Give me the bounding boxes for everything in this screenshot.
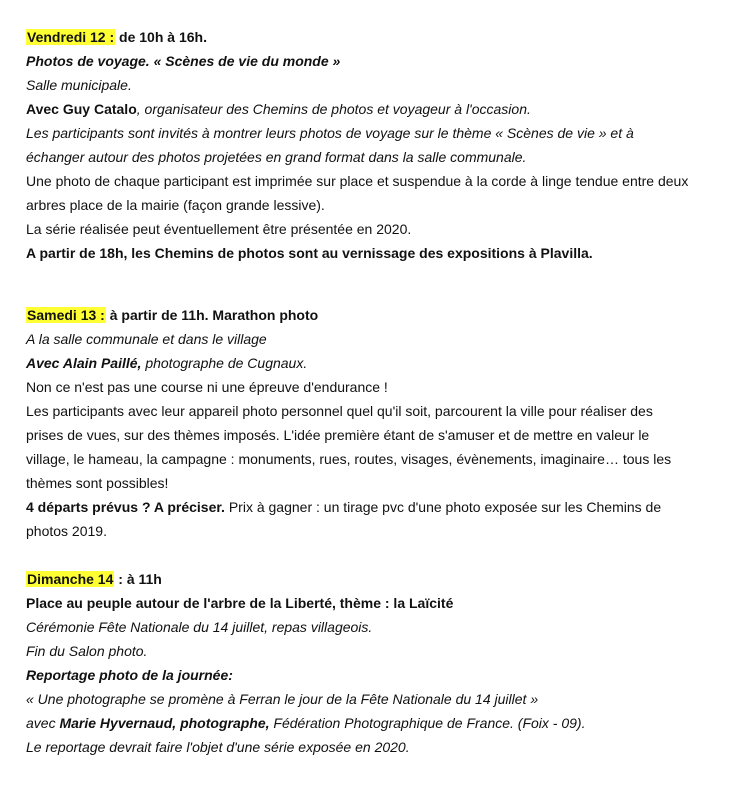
- sunday-day-label: Dimanche 14: [27, 571, 114, 587]
- friday-desc-line-2: échanger autour des photos projetées en grand format dans la salle communale.: [26, 149, 527, 165]
- friday-venue: Salle municipale.: [26, 77, 132, 93]
- sunday-with: [26, 711, 716, 735]
- saturday-desc-line-3: village, le hameau, la campagne : monuments, rues, routes, visages, évènements, imaginaire… tous les: [26, 451, 672, 467]
- document-body: [26, 25, 716, 759]
- sunday-report-title: Reportage photo de la journée:: [26, 667, 233, 683]
- saturday-desc-line-4: thèmes sont possibles!: [26, 475, 169, 491]
- friday-desc-line-3: Une photo de chaque participant est imprimée sur place et suspendue à la corde à linge tendue entre deux: [26, 173, 689, 189]
- sunday-salon-end: Fin du Salon photo.: [26, 643, 148, 659]
- friday-heading: [26, 25, 716, 49]
- friday-host: [26, 97, 716, 121]
- saturday-host-desc: photographe de Cugnaux.: [141, 355, 308, 371]
- saturday-desc-line-2: prises de vues, sur des thèmes imposés. L'idée première étant de s'amuser et de mettre en valeur le: [26, 427, 650, 443]
- sunday-heading: [26, 567, 716, 591]
- saturday-venue: A la salle communale et dans le village: [26, 331, 267, 347]
- friday-host-desc: , organisateur des Chemins de photos et voyageur à l'occasion.: [136, 101, 531, 117]
- friday-evening: A partir de 18h, les Chemins de photos sont au vernissage des expositions à Plavilla.: [26, 245, 593, 261]
- saturday-prize-line-2: photos 2019.: [26, 523, 107, 539]
- saturday-tagline: Non ce n'est pas une course ni une épreuve d'endurance !: [26, 379, 388, 395]
- section-spacer: [26, 265, 716, 303]
- saturday-departures: 4 départs prévus ? A préciser.: [26, 499, 225, 515]
- friday-time: de 10h à 16h.: [115, 29, 207, 45]
- saturday-day-label: Samedi 13 :: [27, 307, 105, 323]
- saturday-host-name: Avec Alain Paillé,: [26, 355, 142, 371]
- friday-desc-line-4: arbres place de la mairie (façon grande lessive).: [26, 197, 325, 213]
- sunday-report-quote: « Une photographe se promène à Ferran le jour de la Fête Nationale du 14 juillet »: [26, 691, 539, 707]
- friday-title: Photos de voyage. « Scènes de vie du monde »: [26, 53, 341, 69]
- sunday-with-name: Marie Hyvernaud, photographe,: [59, 715, 270, 731]
- saturday-heading: [26, 303, 716, 327]
- friday-desc-line-5: La série réalisée peut éventuellement être présentée en 2020.: [26, 221, 412, 237]
- sunday-ceremony: Cérémonie Fête Nationale du 14 juillet, repas villageois.: [26, 619, 373, 635]
- sunday-report-note: Le reportage devrait faire l'objet d'une série exposée en 2020.: [26, 739, 410, 755]
- sunday-with-org: Fédération Photographique de France. (Foix - 09).: [269, 715, 586, 731]
- section-spacer: [26, 543, 716, 567]
- friday-day-label: Vendredi 12 :: [27, 29, 115, 45]
- saturday-desc-line-1: Les participants avec leur appareil photo personnel quel qu'il soit, parcourent la ville pour réaliser des: [26, 403, 653, 419]
- sunday-with-prefix: avec: [26, 715, 60, 731]
- friday-desc-line-1: Les participants sont invités à montrer leurs photos de voyage sur le thème « Scènes de vie » et à: [26, 125, 634, 141]
- sunday-time: : à 11h: [114, 571, 162, 587]
- saturday-prize: [26, 495, 716, 519]
- friday-host-name: Avec Guy Catalo: [26, 101, 137, 117]
- saturday-prize-text: Prix à gagner : un tirage pvc d'une photo exposée sur les Chemins de: [224, 499, 662, 515]
- sunday-title: Place au peuple autour de l'arbre de la Liberté, thème : la Laïcité: [26, 595, 454, 611]
- saturday-host: [26, 351, 716, 375]
- saturday-time: à partir de 11h. Marathon photo: [105, 307, 319, 323]
